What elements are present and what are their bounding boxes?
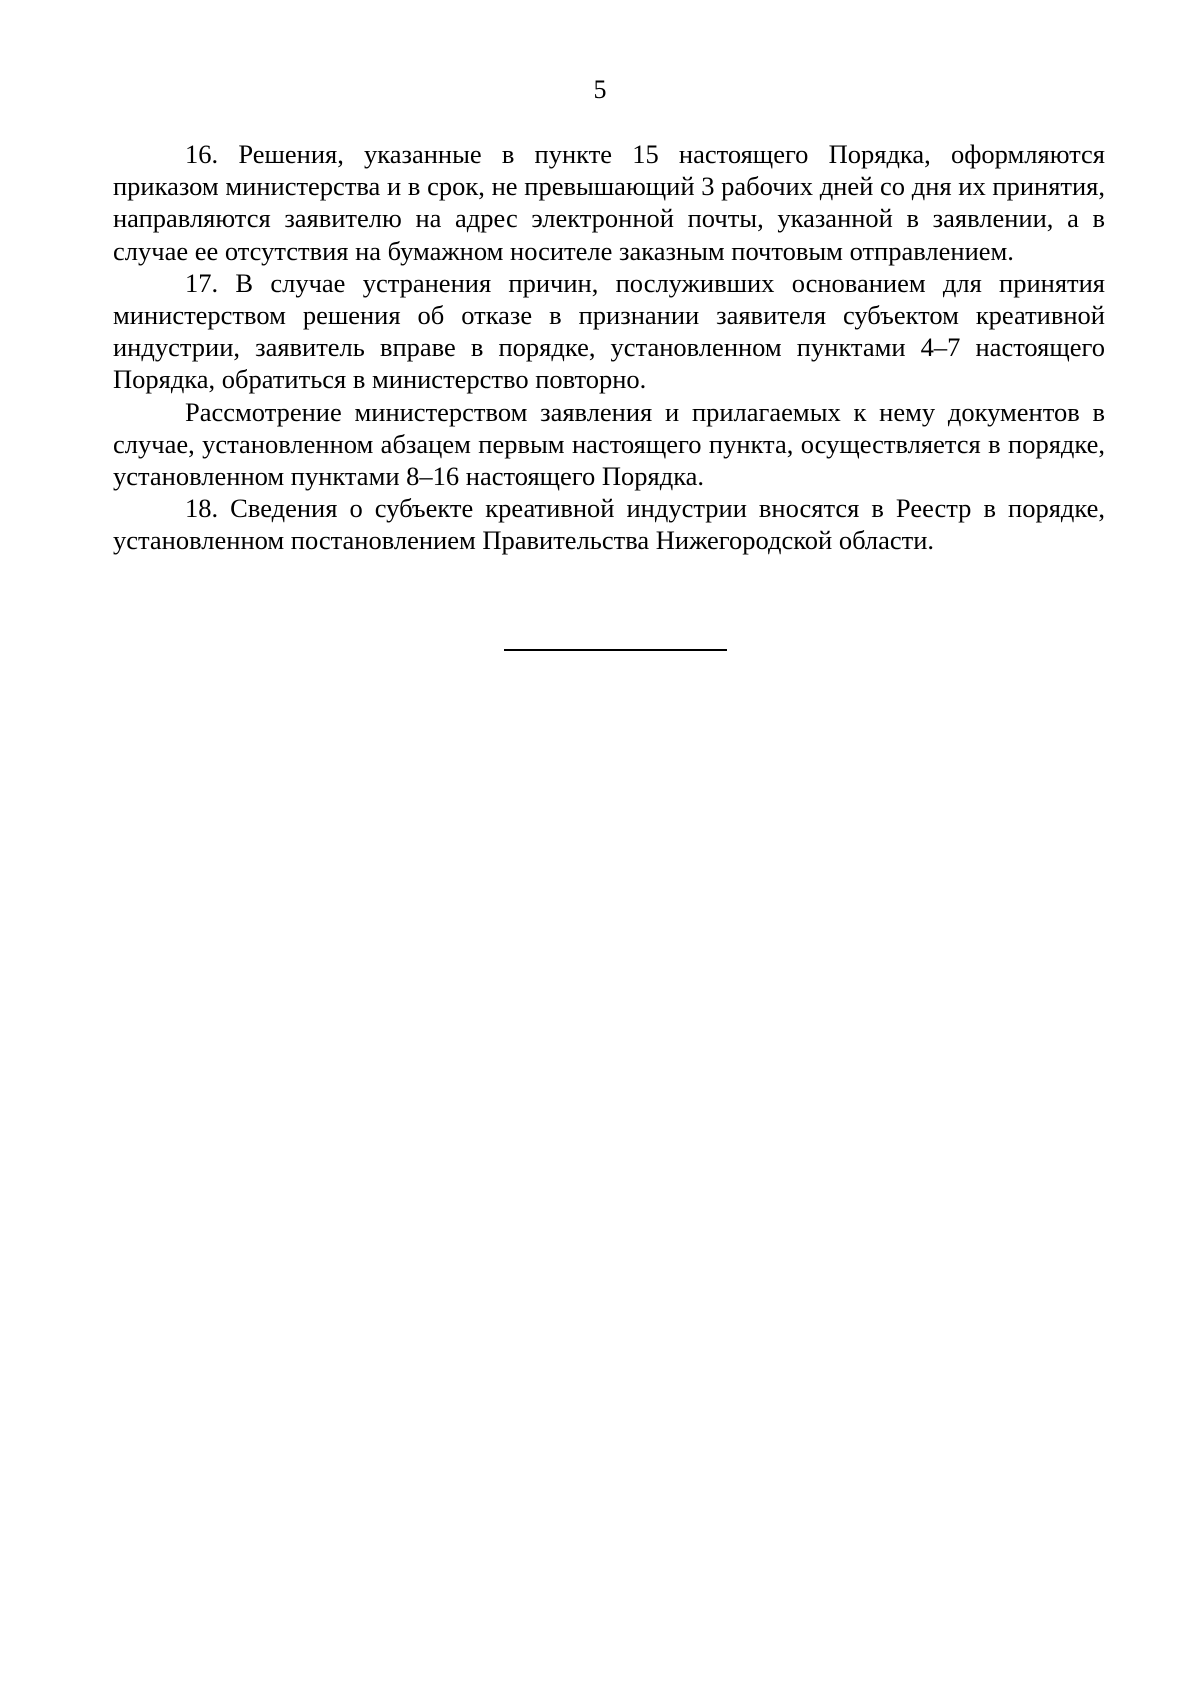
document-body: [113, 138, 1105, 557]
paragraph-18: 18. Сведения о субъекте креативной индустрии вносятся в Реестр в порядке, установленном постановлением Правительства Нижегородской области.: [113, 493, 1105, 556]
paragraph-17-second-abzac: Рассмотрение министерством заявления и прилагаемых к нему документов в случае, установленном абзацем первым настоящего пункта, осуществляется в порядке, установленном пунктами 8–16 настоящего Порядка.: [113, 396, 1105, 492]
paragraph-16: 16. Решения, указанные в пункте 15 настоящего Порядка, оформляются приказом министерства и в срок, не превышающий 3 рабочих дней со дня их принятия, направляются заявителю на адрес электронной почты, указанной в заявлении, а в случае ее отсутствия на бумажном носителе заказным почтовым отправлением.: [113, 139, 1105, 266]
paragraph-17: 17. В случае устранения причин, послуживших основанием для принятия министерством решения об отказе в признании заявителя субъектом креативной индустрии, заявитель вправе в порядке, установленном пунктами 4–7 настоящего Порядка, обратиться в министерство повторно.: [113, 267, 1105, 395]
end-of-document-rule: [504, 649, 727, 651]
page-number: 5: [593, 75, 607, 104]
